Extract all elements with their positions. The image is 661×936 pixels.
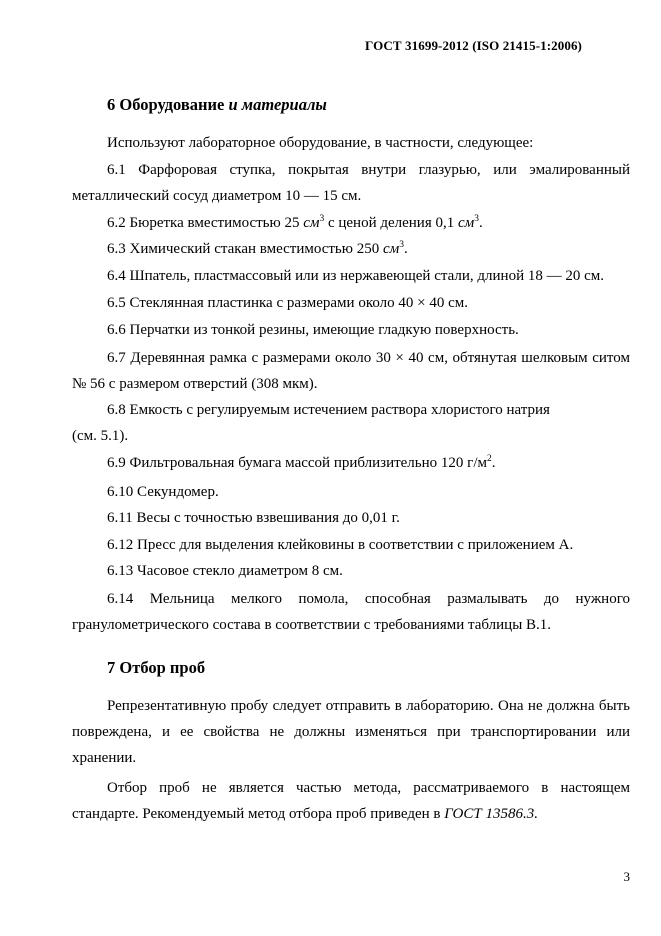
section-6-intro: Используют лабораторное оборудование, в частности, следующее: — [107, 135, 534, 151]
item-6-2-unit-2: см — [458, 215, 475, 231]
item-6-12: 6.12 Пресс для выделения клейковины в соответствии с приложением А. — [107, 537, 574, 553]
page-number: 3 — [623, 869, 630, 884]
item-6-9 — [107, 455, 495, 472]
item-6-8-line-2: (см. 5.1). — [72, 428, 129, 444]
section-7-paragraph-2 — [72, 775, 630, 827]
item-6-9-sup: 2 — [486, 454, 492, 464]
item-6-2-text-c: . — [478, 215, 483, 231]
section-6-heading — [107, 95, 327, 115]
item-6-3 — [107, 241, 408, 258]
item-6-2-sup-2: 3 — [474, 214, 479, 224]
item-6-8-line-1: 6.8 Емкость с регулируемым истечением раствора хлористого натрия — [107, 402, 550, 418]
item-6-1: 6.1 Фарфоровая ступка, покрытая внутри глазурью, или эмалированный металлический сосуд диаметром 10 — 15 см. — [72, 162, 630, 204]
section-6-title-italic: и материалы — [228, 95, 327, 114]
item-6-2-text-b: с ценой деления 0,1 — [324, 215, 458, 231]
item-6-3-sup: 3 — [399, 240, 404, 250]
item-6-2 — [107, 215, 483, 232]
section-7-heading: 7 Отбор проб — [107, 658, 206, 677]
item-6-13: 6.13 Часовое стекло диаметром 8 см. — [107, 563, 343, 579]
section-6-title-bold: 6 Оборудование — [107, 95, 229, 114]
section-7-paragraph-1: Репрезентативную пробу следует отправить в лабораторию. Она не должна быть повреждена, и ее свойства не должны изменяться при транспортировании или хранении. — [72, 698, 630, 766]
item-6-14: 6.14 Мельница мелкого помола, способная размалывать до нужного гранулометрического состава в соответствии с требованиями таблицы В.1. — [72, 591, 630, 633]
document-header: ГОСТ 31699-2012 (ISO 21415-1:2006) — [365, 38, 582, 53]
item-6-2-unit-1: см — [303, 215, 320, 231]
section-7-paragraph-2-text: Отбор проб не является частью метода, рассматриваемого в настоящем стандарте. Рекомендуемый метод отбора проб приведен в — [72, 780, 630, 822]
item-6-3-text-a: 6.3 Химический стакан вместимостью 250 — [107, 241, 383, 257]
item-6-5: 6.5 Стеклянная пластинка с размерами около 40 × 40 см. — [107, 295, 468, 311]
item-6-3-unit: см — [382, 241, 400, 257]
item-6-2-text-a: 6.2 Бюретка вместимостью 25 — [107, 215, 304, 231]
item-6-7: 6.7 Деревянная рамка с размерами около 30 × 40 см, обтянутая шелковым ситом № 56 с размером отверстий (308 мкм). — [72, 350, 630, 392]
item-6-2-sup-1: 3 — [319, 214, 325, 224]
item-6-11: 6.11 Весы с точностью взвешивания до 0,01 г. — [107, 510, 400, 526]
item-6-3-text-c: . — [403, 241, 408, 257]
gost-reference: ГОСТ 13586.3. — [444, 806, 538, 822]
item-6-6: 6.6 Перчатки из тонкой резины, имеющие гладкую поверхность. — [107, 322, 519, 338]
item-6-4: 6.4 Шпатель, пластмассовый или из нержавеющей стали, длиной 18 — 20 см. — [107, 268, 604, 284]
item-6-9-text-c: . — [491, 455, 496, 471]
item-6-9-text-a: 6.9 Фильтровальная бумага массой приблизительно 120 г/м — [107, 455, 487, 471]
item-6-10: 6.10 Секундомер. — [107, 484, 219, 500]
